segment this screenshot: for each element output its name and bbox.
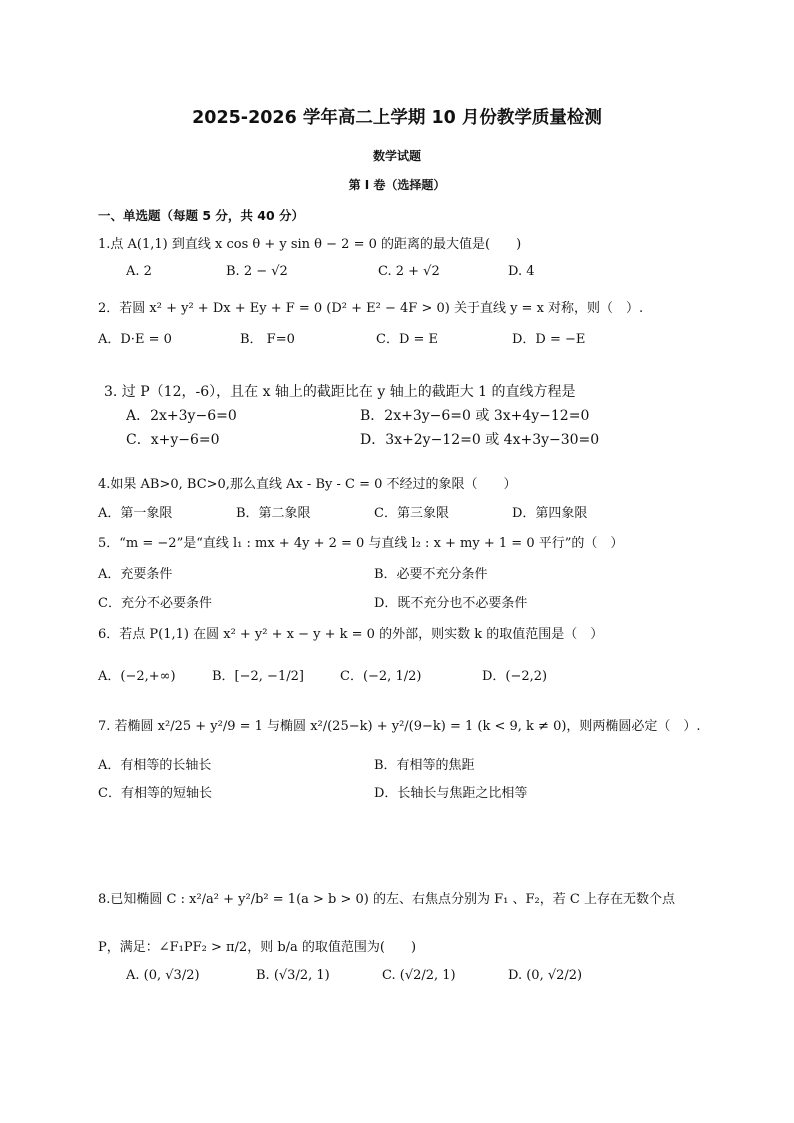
question-2-stem: 2．若圆 x² + y² + Dx + Ey + F = 0 (D² + E² − 4F > 0) 关于直线 y = x 对称，则（ ）. [98, 301, 644, 316]
question-3-option-a: A．2x+3y−6=0 [126, 408, 237, 424]
exam-subtitle: 数学试题 [372, 149, 421, 163]
question-7-option-b: B．有相等的焦距 [374, 758, 475, 773]
question-7-option-a: A．有相等的长轴长 [98, 758, 212, 773]
question-3-option-b: B．2x+3y−6=0 或 3x+4y−12=0 [360, 408, 590, 424]
question-1-stem: 1.点 A(1,1) 到直线 x cos θ + y sin θ − 2 = 0 的距离的最大值是( ) [98, 237, 522, 252]
question-6-option-a: A．(−2,+∞) [98, 669, 176, 684]
question-5-stem: 5．“m = −2”是“直线 l₁ : mx + 4y + 2 = 0 与直线 l₂ : x + my + 1 = 0 平行”的（ ） [98, 536, 624, 551]
question-2-option-d: D．D = −E [512, 332, 586, 347]
question-2-option-b: B． F=0 [240, 332, 295, 347]
question-1-option-a: A. 2 [126, 264, 152, 279]
question-3-option-c: C．x+y−6=0 [126, 432, 220, 448]
question-2-option-a: A．D·E = 0 [98, 332, 172, 347]
question-8-option-d: D. (0, √2/2) [508, 968, 583, 983]
question-7-stem: 7. 若椭圆 x²/25 + y²/9 = 1 与椭圆 x²/(25−k) + y²/(9−k) = 1 (k < 9, k ≠ 0)，则两椭圆必定（ ）. [98, 719, 701, 734]
question-4-option-a: A．第一象限 [98, 506, 173, 521]
question-5-option-c: C．充分不必要条件 [98, 596, 212, 611]
question-3-option-d: D．3x+2y−12=0 或 4x+3y−30=0 [360, 432, 600, 448]
question-3-stem: 3. 过 P（12，-6），且在 x 轴上的截距比在 y 轴上的截距大 1 的直线方程是 [104, 384, 576, 400]
question-8-option-a: A. (0, √3/2) [126, 968, 200, 983]
question-8-stem: 8.已知椭圆 C : x²/a² + y²/b² = 1(a > b > 0) 的左、右焦点分别为 F₁ 、F₂，若 C 上存在无数个点 P，满足：∠F₁PF₂ > π/2，则 b/a 的取值范围为( ) [98, 892, 675, 955]
part-heading: 第 I 卷（选择题） [348, 178, 446, 192]
question-1-option-b: B. 2 − √2 [226, 264, 288, 279]
question-6-stem: 6．若点 P(1,1) 在圆 x² + y² + x − y + k = 0 的外部，则实数 k 的取值范围是（ ） [98, 627, 604, 642]
question-8-option-b: B. (√3/2, 1) [256, 968, 330, 983]
question-2-option-c: C．D = E [376, 332, 439, 347]
question-6-option-d: D．(−2,2) [482, 669, 548, 684]
question-6-option-c: C．(−2, 1/2) [340, 669, 422, 684]
question-1-option-c: C. 2 + √2 [378, 264, 440, 279]
question-6-option-b: B．[−2, −1/2] [212, 669, 304, 684]
question-7-option-c: C．有相等的短轴长 [98, 786, 212, 801]
question-5-option-d: D．既不充分也不必要条件 [374, 596, 528, 611]
question-4-option-c: C．第三象限 [374, 506, 449, 521]
question-1-option-d: D. 4 [508, 264, 535, 279]
question-5-option-a: A．充要条件 [98, 567, 173, 582]
question-4-option-d: D．第四象限 [512, 506, 588, 521]
question-4-option-b: B．第二象限 [236, 506, 311, 521]
question-4-stem: 4.如果 AB>0, BC>0,那么直线 Ax - By - C = 0 不经过的象限（ ） [98, 477, 517, 492]
section-heading: 一、单选题（每题 5 分，共 40 分） [98, 208, 305, 223]
question-7-option-d: D．长轴长与焦距之比相等 [374, 786, 528, 801]
question-8-option-c: C. (√2/2, 1) [382, 968, 456, 983]
question-5-option-b: B．必要不充分条件 [374, 567, 488, 582]
exam-title: 2025-2026 学年高二上学期 10 月份教学质量检测 [192, 108, 602, 128]
